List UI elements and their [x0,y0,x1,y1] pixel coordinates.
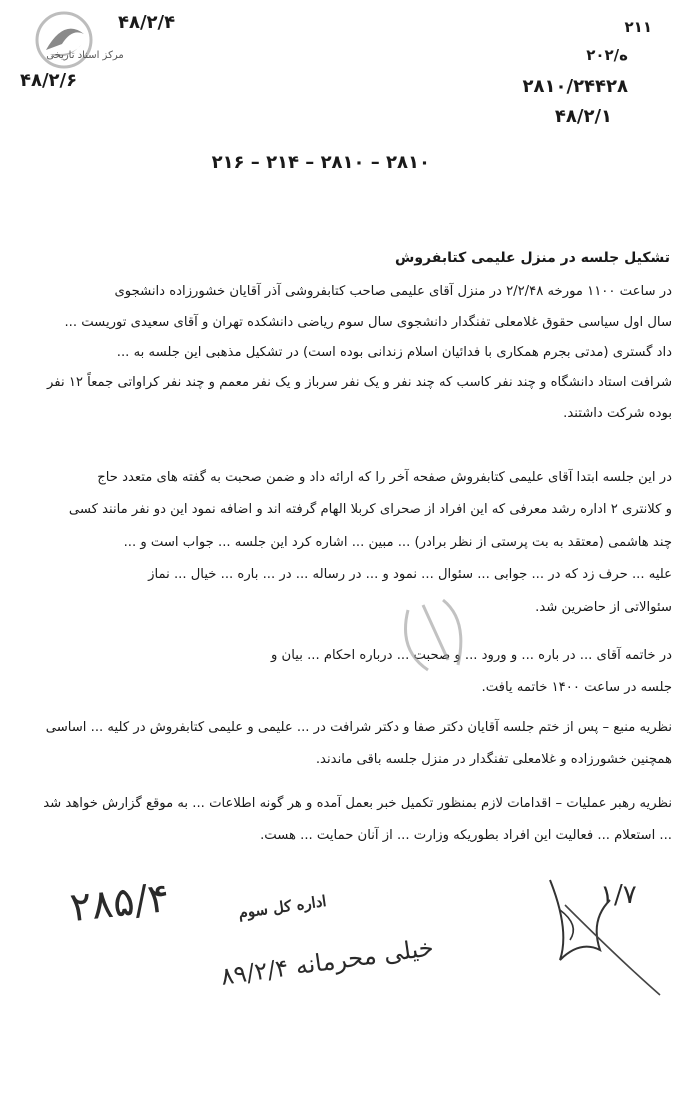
ref-top-right: ۲۱۱ [624,18,652,36]
handwritten-margin-note: ۱/۷ [600,880,637,910]
body-line: و کلانتری ۲ اداره رشد معرفی که این افراد از صحرای کربلا الهام گرفته اند و اضافه نمود این دو نفر مانند کسی [68,502,672,517]
body-line: شرافت استاد دانشگاه و چند نفر کاسب که چند نفر و یک نفر سرباز و یک نفر معمم و چند نفر کراواتی جمعاً ۱۲ نفر [47,375,672,390]
body-line: در ساعت ۱۱۰۰ مورخه ۲/۲/۴۸ در منزل آقای علیمی صاحب کتابفروشی آذر آقایان خشورزاده دانشجوی [114,284,672,299]
handwritten-number: ۲۸۵/۴ [67,874,172,932]
date-top-left-1: ۴۸/۲/۴ [118,12,176,33]
faint-stamp-mark [388,590,498,680]
body-line: همچنین خشورزاده و غلامعلی تفنگدار در منزل جلسه باقی ماندند. [315,752,672,767]
ref-date: ۴۸/۲/۱ [554,106,612,127]
ref-number: ۲۸۱۰/۲۴۴۲۸ [522,76,628,97]
body-line: نظریه رهبر عملیات – اقدامات لازم بمنظور تکمیل خبر بعمل آمده و هر گونه اطلاعات ... به موقع گزارش خواهد شد [43,796,672,811]
ref-sub: ۲۰ه/۲ [586,46,628,64]
body-line: بوده شرکت داشتند. [563,406,672,421]
ref-line: ۲۱۶ – ۲۱۴ – ۲۸۱۰ – ۲۸۱۰ [211,152,430,173]
archive-org-name: مرکز اسناد تاریخی [46,50,124,61]
body-line: سال اول سیاسی حقوق غلامعلی تفنگدار دانشجوی سال سوم ریاضی دانشکده تهران و آقای سعیدی توریست ... [64,315,672,330]
body-line: علیه ... حرف زد که در ... جوابی ... سئوال ... نمود و ... در رساله ... در ... باره ... خیال ... نماز [148,567,672,582]
body-line: داد گستری (مدتی بجرم همکاری با فدائیان اسلام زندانی بوده است) در تشکیل مذهبی این جلسه به ... [116,345,672,360]
body-line: در خاتمه آقای ... در باره ... و ورود ... و صحبت ... درباره احکام ... بیان و [271,648,672,663]
body-line: جلسه در ساعت ۱۴۰۰ خاتمه یافت. [481,680,672,695]
handwritten-secret-note: خیلی محرمانه ۸۹/۲/۴ [219,933,436,991]
handwritten-dept-note: اداره کل سوم [237,891,328,923]
body-line: نظریه منبع – پس از ختم جلسه آقایان دکتر صفا و دکتر شرافت در ... علیمی و علیمی کتابفروش در کلیه ... اساسی [45,720,672,735]
document-title: تشکیل جلسه در منزل علیمی کتابفروش [395,250,670,266]
body-line: سئوالاتی از حاضرین شد. [535,600,672,615]
body-line: در این جلسه ابتدا آقای علیمی کتابفروش صفحه آخر را که ارائه داد و ضمن صحبت به گفته های متعدد حاج [97,470,672,485]
archive-logo-icon [34,10,94,70]
bracket-scribble [560,900,670,1000]
body-line: چند هاشمی (معتقد به بت پرستی از نظر برادر) ... مبین ... اشاره کرد این جلسه ... جواب است و ... [123,535,672,550]
date-top-left-2: ۴۸/۲/۶ [20,70,78,91]
body-line: ... استعلام ... فعالیت این افراد بطوریکه وزارت ... از آنان حمایت ... هست. [260,828,672,843]
